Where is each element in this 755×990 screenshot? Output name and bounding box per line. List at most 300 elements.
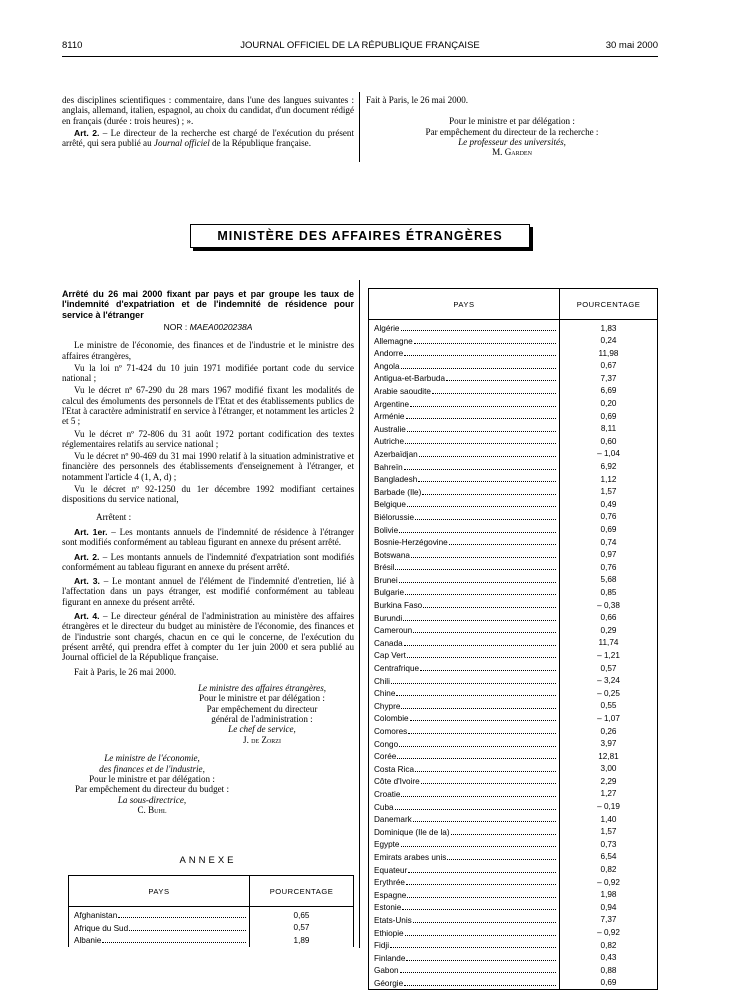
- country-cell: [369, 637, 560, 650]
- header-rule: [62, 56, 658, 57]
- country-cell: [369, 461, 560, 474]
- percentage-cell: 1,83: [560, 320, 658, 335]
- dot-leader: [401, 838, 557, 847]
- signature-line: Le professeur des universités,: [458, 136, 566, 147]
- percentage-cell: 0,88: [560, 964, 658, 977]
- percentage-cell: 1,57: [560, 826, 658, 839]
- dot-leader: [404, 977, 556, 986]
- dot-leader: [419, 448, 556, 457]
- country-cell: [369, 385, 560, 398]
- dot-leader: [406, 410, 557, 419]
- country-name: Autriche: [374, 437, 405, 447]
- dot-leader: [405, 927, 556, 936]
- percentage-cell: 3,97: [560, 738, 658, 751]
- dot-leader: [407, 498, 556, 507]
- percentage-cell: 0,69: [560, 524, 658, 537]
- country-name: Afrique du Sud: [74, 923, 129, 933]
- visa-paragraph: Vu le décret nº 90-469 du 31 mai 1990 relatif à la situation administrative et financière des personnels des établissements d'enseignement à l'étranger, et notamment l'article 4 (1, A, d) ;: [62, 451, 354, 482]
- signature-line: La sous-directrice,: [117, 794, 187, 805]
- country-name: Burkina Faso: [374, 601, 423, 611]
- column-divider: [359, 280, 360, 948]
- country-name: Azerbaïdjan: [374, 449, 418, 459]
- country-cell: [369, 700, 560, 713]
- country-cell: [369, 410, 560, 423]
- column-header-pays: PAYS: [69, 876, 250, 907]
- table-row: [369, 889, 658, 902]
- country-cell: [369, 624, 560, 637]
- country-cell: [69, 934, 250, 947]
- percentage-cell: 0,57: [560, 662, 658, 675]
- table-row: [369, 435, 658, 448]
- country-cell: [369, 826, 560, 839]
- article-text: – Les montants annuels de l'indemnité de résidence à l'étranger sont modifiés conformément au tableau figurant en annexe du présent arrêté.: [62, 526, 354, 548]
- table-row: [369, 662, 658, 675]
- country-name: Chine: [374, 689, 396, 699]
- table-row: [369, 851, 658, 864]
- percentage-cell: 0,24: [560, 335, 658, 348]
- country-name: Equateur: [374, 865, 408, 875]
- country-cell: [369, 498, 560, 511]
- signature-line: des finances et de l'industrie,: [99, 763, 205, 774]
- article-4: [62, 611, 354, 662]
- country-cell: [369, 914, 560, 927]
- signature-block-2: [62, 753, 242, 815]
- percentage-cell: – 1,07: [560, 712, 658, 725]
- table-row: [369, 549, 658, 562]
- country-name: Emirats arabes unis: [374, 852, 447, 862]
- country-name: Estonie: [374, 903, 402, 913]
- table-row: [369, 738, 658, 751]
- percentage-cell: 1,57: [560, 486, 658, 499]
- dot-leader: [414, 335, 556, 344]
- country-cell: [369, 801, 560, 814]
- country-cell: [369, 738, 560, 751]
- nor-value: MAEA0020238A: [189, 322, 253, 333]
- dot-leader: [390, 939, 556, 948]
- dot-leader: [404, 461, 556, 470]
- country-name: Chypre: [374, 701, 401, 711]
- country-cell: [369, 675, 560, 688]
- country-cell: [369, 574, 560, 587]
- dot-leader: [415, 511, 556, 520]
- article-text: – Le directeur de la recherche est chargé de l'exécution du présent arrêté, qui sera publié au: [62, 127, 354, 149]
- table-row: [369, 876, 658, 889]
- country-cell: [369, 473, 560, 486]
- article-text: de la République française.: [209, 138, 311, 149]
- country-name: Cap Vert: [374, 651, 406, 661]
- country-name: Corée: [374, 752, 397, 762]
- country-cell: [69, 907, 250, 922]
- article-label: Art. 1er.: [74, 526, 108, 537]
- rates-table-right: [368, 288, 658, 990]
- rates-table-left: [68, 875, 354, 947]
- article-label: Art. 2.: [74, 127, 100, 138]
- country-cell: [369, 549, 560, 562]
- journal-reference: Journal officiel: [153, 138, 210, 149]
- country-cell: [369, 750, 560, 763]
- dot-leader: [410, 712, 556, 721]
- dot-leader: [451, 826, 556, 835]
- dot-leader: [399, 574, 556, 583]
- country-cell: [369, 435, 560, 448]
- country-cell: [369, 612, 560, 625]
- column-header-pourcentage: POURCENTAGE: [560, 289, 658, 320]
- country-cell: [369, 851, 560, 864]
- table-row: [369, 385, 658, 398]
- table-row: [369, 423, 658, 436]
- table-row: [369, 801, 658, 814]
- country-cell: [369, 763, 560, 776]
- country-name: Bangladesh: [374, 475, 418, 485]
- percentage-cell: – 0,92: [560, 927, 658, 940]
- country-cell: [369, 725, 560, 738]
- table-row: [369, 335, 658, 348]
- dot-leader: [397, 750, 556, 759]
- dot-leader: [410, 398, 556, 407]
- fait-line: Fait à Paris, le 26 mai 2000.: [366, 95, 469, 105]
- country-name: Côte d'Ivoire: [374, 777, 420, 787]
- table-row: [369, 360, 658, 373]
- ministry-banner: MINISTÈRE DES AFFAIRES ÉTRANGÈRES: [190, 224, 530, 248]
- country-cell: [369, 335, 560, 348]
- dot-leader: [399, 738, 556, 747]
- percentage-cell: 0,82: [560, 939, 658, 952]
- signature-line: Par empêchement du directeur du budget :: [74, 784, 230, 795]
- country-cell: [369, 360, 560, 373]
- country-cell: [369, 964, 560, 977]
- table-row: [369, 750, 658, 763]
- percentage-cell: 0,82: [560, 864, 658, 877]
- visa-paragraph: Le ministre de l'économie, des finances et de l'industrie et le ministre des affaires étrangères,: [62, 340, 354, 361]
- signatory-name: M. Garden: [492, 147, 532, 158]
- country-name: Colombie: [374, 714, 409, 724]
- table-row: [369, 511, 658, 524]
- country-cell: [69, 922, 250, 935]
- percentage-cell: 11,74: [560, 637, 658, 650]
- country-name: Biélorussie: [374, 512, 415, 522]
- table-row: [369, 599, 658, 612]
- country-name: Bolivie: [374, 525, 399, 535]
- article-label: Art. 3.: [74, 576, 100, 587]
- country-cell: [369, 448, 560, 461]
- table-row: [369, 838, 658, 851]
- percentage-cell: 1,27: [560, 788, 658, 801]
- percentage-cell: – 1,21: [560, 649, 658, 662]
- table-row: [369, 372, 658, 385]
- article-label: Art. 4.: [74, 611, 100, 622]
- fait-line: Fait à Paris, le 26 mai 2000.: [74, 666, 177, 677]
- country-name: Cameroun: [374, 626, 413, 636]
- country-cell: [369, 712, 560, 725]
- percentage-cell: 1,89: [250, 934, 354, 947]
- dot-leader: [400, 964, 556, 973]
- previous-decree-signature: [366, 95, 658, 157]
- table-row: [369, 448, 658, 461]
- percentage-cell: 6,92: [560, 461, 658, 474]
- signature-line: Par empêchement du directeur de la recherche :: [425, 126, 599, 137]
- percentage-cell: 0,67: [560, 360, 658, 373]
- table-row: [369, 977, 658, 990]
- table-row: [69, 934, 354, 947]
- table-row: [369, 347, 658, 360]
- table-row: [369, 675, 658, 688]
- percentage-cell: 0,60: [560, 435, 658, 448]
- percentage-cell: 3,00: [560, 763, 658, 776]
- country-name: Burundi: [374, 613, 403, 623]
- dot-leader: [418, 473, 556, 482]
- country-cell: [369, 662, 560, 675]
- percentage-cell: 6,54: [560, 851, 658, 864]
- country-name: Algérie: [374, 324, 400, 333]
- visa-paragraph: Vu le décret nº 92-1250 du 1er décembre 1992 modifiant certaines dispositions du service national,: [62, 484, 354, 505]
- country-cell: [369, 977, 560, 990]
- percentage-cell: 0,66: [560, 612, 658, 625]
- table-row: [369, 813, 658, 826]
- country-name: Dominique (Ile de la): [374, 827, 450, 837]
- table-row: [369, 398, 658, 411]
- dot-leader: [408, 725, 556, 734]
- dot-leader: [420, 662, 556, 671]
- table-row: [369, 498, 658, 511]
- dot-leader: [405, 586, 556, 595]
- country-name: Erythrée: [374, 878, 405, 888]
- country-name: Allemagne: [374, 336, 413, 346]
- dot-leader: [129, 922, 246, 931]
- country-cell: [369, 561, 560, 574]
- visa-paragraph: Vu la loi nº 71-424 du 10 juin 1971 modifiée portant code du service national ;: [62, 362, 354, 384]
- table-row: [369, 561, 658, 574]
- decree-text: [62, 340, 354, 677]
- dot-leader: [399, 524, 556, 533]
- country-cell: [369, 901, 560, 914]
- percentage-cell: – 0,92: [560, 876, 658, 889]
- country-name: Albanie: [74, 936, 102, 946]
- article-text: – Le montant annuel de l'élément de l'indemnité d'entretien, lié à l'affectation dans un pays étranger, est modifié conformément au tableau figurant en annexe du présent arrêté.: [62, 576, 354, 607]
- table-row: [369, 939, 658, 952]
- table-row: [369, 536, 658, 549]
- dot-leader: [408, 864, 556, 873]
- dot-leader: [396, 687, 556, 696]
- dot-leader: [421, 775, 556, 784]
- percentage-cell: 0,85: [560, 586, 658, 599]
- dot-leader: [405, 435, 556, 444]
- country-name: Botswana: [374, 550, 410, 560]
- dot-leader: [406, 876, 556, 885]
- dot-leader: [403, 612, 556, 621]
- country-name: Comores: [374, 727, 408, 736]
- annexe-title: ANNEXE: [179, 855, 237, 866]
- percentage-cell: 1,98: [560, 889, 658, 902]
- dot-leader: [407, 889, 556, 898]
- table-row: [369, 649, 658, 662]
- table-row: [369, 473, 658, 486]
- country-name: Angola: [374, 361, 400, 371]
- dot-leader: [449, 536, 556, 545]
- dot-leader: [415, 763, 556, 772]
- dot-leader: [411, 549, 556, 558]
- country-name: Danemark: [374, 815, 412, 825]
- country-name: Gabon: [374, 966, 399, 976]
- table-row: [369, 461, 658, 474]
- table-row: [369, 763, 658, 776]
- table-row: [369, 788, 658, 801]
- percentage-cell: 0,94: [560, 901, 658, 914]
- percentage-cell: 0,74: [560, 536, 658, 549]
- percentage-cell: 1,12: [560, 473, 658, 486]
- dot-leader: [423, 599, 556, 608]
- country-name: Bosnie-Herzégovine: [374, 538, 448, 548]
- page-header: [62, 40, 658, 54]
- country-name: Argentine: [374, 399, 410, 409]
- table-row: [369, 952, 658, 965]
- country-name: Bulgarie: [374, 588, 405, 598]
- country-cell: [369, 649, 560, 662]
- nor-reference: [62, 322, 354, 332]
- percentage-cell: 7,37: [560, 372, 658, 385]
- country-name: Brésil: [374, 563, 395, 573]
- dot-leader: [407, 649, 556, 658]
- table-row: [369, 624, 658, 637]
- country-cell: [369, 511, 560, 524]
- dot-leader: [413, 914, 556, 923]
- percentage-cell: 0,97: [560, 549, 658, 562]
- percentage-cell: 0,69: [560, 410, 658, 423]
- percentage-cell: 0,57: [250, 922, 354, 935]
- percentage-cell: 11,98: [560, 347, 658, 360]
- table-row: [369, 612, 658, 625]
- table-row: [369, 914, 658, 927]
- dot-leader: [406, 952, 556, 961]
- percentage-cell: – 0,19: [560, 801, 658, 814]
- dot-leader: [401, 788, 556, 797]
- country-cell: [369, 813, 560, 826]
- table-row: [369, 775, 658, 788]
- column-divider: [359, 92, 360, 162]
- country-cell: [369, 775, 560, 788]
- country-cell: [369, 599, 560, 612]
- dot-leader: [401, 360, 557, 369]
- country-name: Etats-Unis: [374, 915, 412, 925]
- country-name: Arménie: [374, 412, 405, 422]
- country-name: Barbade (Ile): [374, 487, 422, 497]
- country-name: Belgique: [374, 500, 406, 510]
- decree-body: [62, 289, 354, 816]
- signatory-name: C. Buhl: [137, 805, 167, 816]
- percentage-cell: 7,37: [560, 914, 658, 927]
- dot-leader: [391, 675, 556, 684]
- country-cell: [369, 864, 560, 877]
- previous-decree-end: [62, 95, 354, 150]
- percentage-cell: 0,26: [560, 725, 658, 738]
- percentage-cell: 5,68: [560, 574, 658, 587]
- country-name: Egypte: [374, 840, 400, 850]
- country-name: Antigua-et-Barbuda: [374, 374, 446, 384]
- country-cell: [369, 876, 560, 889]
- percentage-cell: 0,65: [250, 907, 354, 922]
- country-cell: [369, 524, 560, 537]
- journal-title: JOURNAL OFFICIEL DE LA RÉPUBLIQUE FRANÇAISE: [240, 40, 480, 51]
- signature-line: Le ministre de l'économie,: [104, 753, 200, 764]
- article-2-paragraph: [62, 128, 354, 149]
- country-name: Costa Rica: [374, 764, 415, 774]
- percentage-cell: 6,69: [560, 385, 658, 398]
- percentage-cell: 0,20: [560, 398, 658, 411]
- percentage-cell: 8,11: [560, 423, 658, 436]
- article-text: – Les montants annuels de l'indemnité d'expatriation sont modifiés conformément au tableau figurant en annexe du présent arrêté.: [62, 551, 354, 572]
- country-name: Congo: [374, 739, 399, 749]
- country-cell: [369, 398, 560, 411]
- dot-leader: [395, 561, 556, 570]
- country-name: Fidji: [374, 941, 390, 951]
- country-cell: [369, 347, 560, 360]
- table-row: [369, 524, 658, 537]
- signature-line: Par empêchement du directeur: [206, 703, 318, 714]
- visa-paragraph: Vu le décret nº 72-806 du 31 août 1972 portant codification des textes réglementaires relatifs au service national ;: [62, 428, 354, 449]
- percentage-cell: 1,40: [560, 813, 658, 826]
- article-2: [62, 552, 354, 573]
- country-name: Espagne: [374, 890, 407, 900]
- dot-leader: [432, 385, 556, 394]
- country-cell: [369, 952, 560, 965]
- country-cell: [369, 927, 560, 940]
- arretent: Arrêtent :: [96, 511, 132, 522]
- dot-leader: [422, 486, 556, 495]
- signature-line: général de l'administration :: [211, 714, 313, 725]
- table-row: [369, 637, 658, 650]
- country-name: Finlande: [374, 953, 406, 963]
- table-row: [369, 712, 658, 725]
- percentage-cell: – 1,04: [560, 448, 658, 461]
- country-cell: [369, 889, 560, 902]
- percentage-cell: 0,29: [560, 624, 658, 637]
- percentage-cell: 0,76: [560, 511, 658, 524]
- dot-leader: [413, 813, 556, 822]
- column-header-pays: PAYS: [369, 289, 560, 320]
- country-cell: [369, 536, 560, 549]
- dot-leader: [404, 347, 556, 356]
- country-name: Brunei: [374, 575, 398, 585]
- table-row: [369, 687, 658, 700]
- visa-paragraph: Vu le décret nº 67-290 du 28 mars 1967 modifié fixant les modalités de calcul des émoluments des personnels de l'Etat et des établissements publics de l'Etat à caractère administratif en service à l'étranger, et notamment les articles 2 et 5 ;: [62, 385, 355, 427]
- country-name: Cuba: [374, 802, 394, 812]
- table-row: [369, 864, 658, 877]
- dot-leader: [413, 624, 556, 633]
- country-cell: [369, 687, 560, 700]
- dot-leader: [446, 372, 556, 381]
- signature-line: Pour le ministre et par délégation :: [199, 693, 325, 704]
- dot-leader: [404, 637, 556, 646]
- paragraph: des disciplines scientifiques : commentaire, dans l'une des langues suivantes : anglais, allemand, italien, espagnol, au choix du candidat, d'un document rédigé en français (durée : trois heures) ; ».: [62, 95, 354, 126]
- dot-leader: [395, 801, 556, 810]
- decree-title: Arrêté du 26 mai 2000 fixant par pays et par groupe les taux de l'indemnité d'expatriation et de l'indemnité de résidence pour service à l'étranger: [62, 289, 354, 320]
- percentage-cell: – 3,24: [560, 675, 658, 688]
- country-name: Géorgie: [374, 978, 404, 988]
- country-name: Chili: [374, 676, 390, 686]
- percentage-cell: 0,69: [560, 977, 658, 990]
- percentage-cell: – 0,25: [560, 687, 658, 700]
- table-row: [69, 907, 354, 922]
- page-number: 8110: [62, 40, 83, 51]
- dot-leader: [401, 322, 557, 331]
- signature-line: Le chef de service,: [228, 724, 296, 735]
- dot-leader: [447, 851, 556, 860]
- signature-block-1: [174, 683, 350, 745]
- column-header-pourcentage: POURCENTAGE: [250, 876, 354, 907]
- table-row: [369, 927, 658, 940]
- table-row: [369, 964, 658, 977]
- percentage-cell: 0,55: [560, 700, 658, 713]
- table-row: [369, 486, 658, 499]
